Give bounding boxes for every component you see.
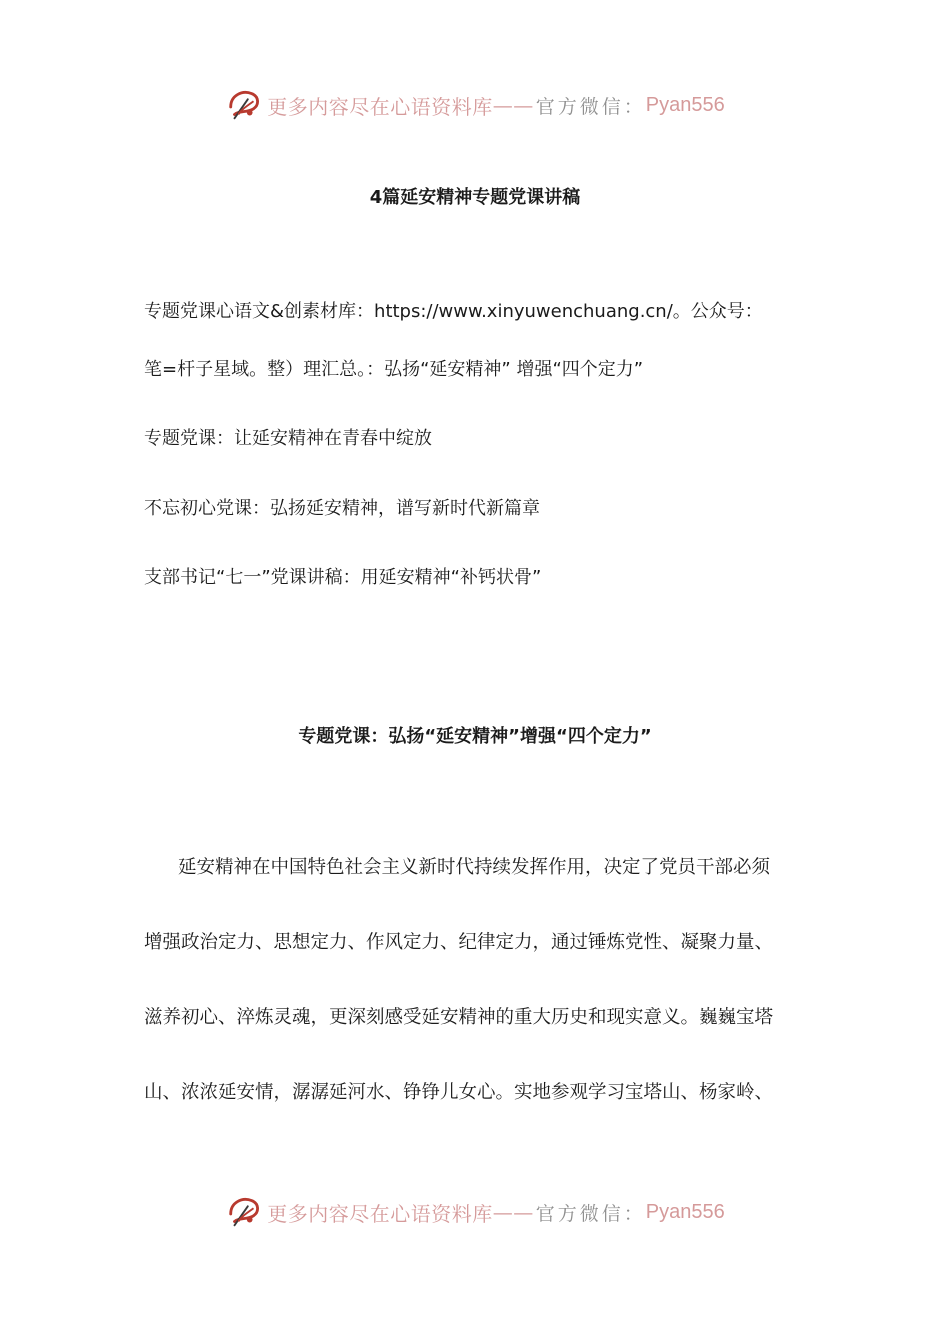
watermark-wechat-id: Pyan556 (645, 1200, 725, 1223)
toc-line: 笔=杆子星域。整）理汇总。：弘扬“延安精神” 增强“四个定力” (144, 359, 644, 380)
feather-pen-logo-icon (225, 1193, 263, 1231)
watermark-slogan: 更多内容尽在心语资料库 (267, 1201, 493, 1226)
watermark-wechat-id: Pyan556 (645, 93, 725, 116)
document-title: 4篇延安精神专题党课讲稿 (369, 187, 581, 208)
toc-line: 专题党课：让延安精神在青春中绽放 (144, 428, 432, 449)
watermark-banner-bottom (0, 1187, 950, 1237)
watermark-dash: —— (492, 93, 534, 117)
toc-line: 支部书记“七一”党课讲稿：用延安精神“补钙状骨” (144, 567, 542, 588)
section-title: 专题党课：弘扬“延安精神”增强“四个定力” (298, 726, 652, 747)
watermark-banner-top (0, 80, 950, 130)
watermark-dash: —— (492, 1200, 534, 1224)
toc-line: 不忘初心党课：弘扬延安精神，谱写新时代新篇章 (144, 498, 540, 519)
toc-line: 专题党课心语文&创素材库：https://www.xinyuwenchuang.cn/。公众号： (144, 301, 763, 322)
watermark-slogan: 更多内容尽在心语资料库 (267, 94, 493, 119)
body-line: 滋养初心、淬炼灵魂，更深刻感受延安精神的重大历史和现实意义。巍巍宝塔 (144, 1007, 774, 1028)
feather-pen-logo-icon (225, 86, 263, 124)
watermark-wechat-label: 官方微信： (535, 1202, 646, 1225)
body-line: 增强政治定力、思想定力、作风定力、纪律定力，通过锤炼党性、凝聚力量、 (144, 932, 774, 953)
body-line: 山、浓浓延安情，潺潺延河水、铮铮儿女心。实地参观学习宝塔山、杨家岭、 (144, 1082, 774, 1103)
body-line: 延安精神在中国特色社会主义新时代持续发挥作用，决定了党员干部必须 (178, 857, 771, 878)
watermark-wechat-label: 官方微信： (535, 95, 646, 118)
